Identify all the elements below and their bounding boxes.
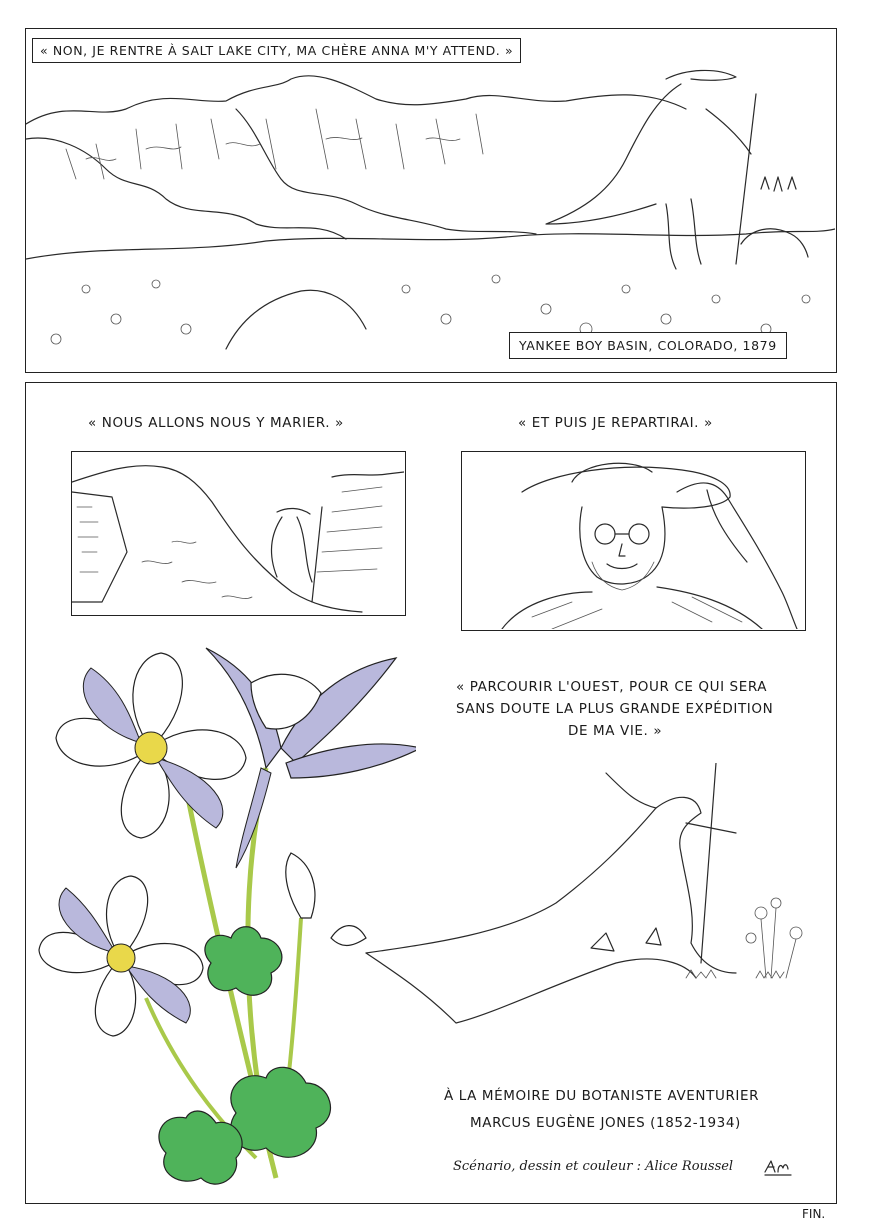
landscape-illustration (26, 29, 835, 371)
location-caption: YANKEE BOY BASIN, COLORADO, 1879 (509, 332, 787, 359)
signature-mark (763, 1158, 793, 1176)
speech-explore-line2: SANS DOUTE LA PLUS GRANDE EXPÉDITION (456, 701, 774, 717)
dedication-line1: À LA MÉMOIRE DU BOTANISTE AVENTURIER (444, 1088, 760, 1104)
traveller-silhouette (356, 763, 836, 1063)
inset-portrait (461, 451, 806, 631)
climber-illustration (72, 452, 404, 614)
speech-explore-line1: « PARCOURIR L'OUEST, POUR CE QUI SERA (456, 679, 768, 695)
fin-label: FIN. (802, 1207, 826, 1221)
speech-leave-again: « ET PUIS JE REPARTIRAI. » (518, 415, 713, 431)
portrait-illustration (462, 452, 804, 629)
credits-text: Scénario, dessin et couleur : Alice Roussel (453, 1159, 734, 1174)
speech-caption-top: « NON, JE RENTRE À SALT LAKE CITY, MA CHÈRE ANNA M'Y ATTEND. » (32, 38, 521, 63)
panel-landscape (25, 28, 837, 373)
panel-ending (25, 382, 837, 1204)
inset-climber (71, 451, 406, 616)
speech-marry: « NOUS ALLONS NOUS Y MARIER. » (88, 415, 344, 431)
dedication-line2: MARCUS EUGÈNE JONES (1852-1934) (470, 1115, 741, 1131)
speech-explore-line3: DE MA VIE. » (568, 723, 663, 739)
